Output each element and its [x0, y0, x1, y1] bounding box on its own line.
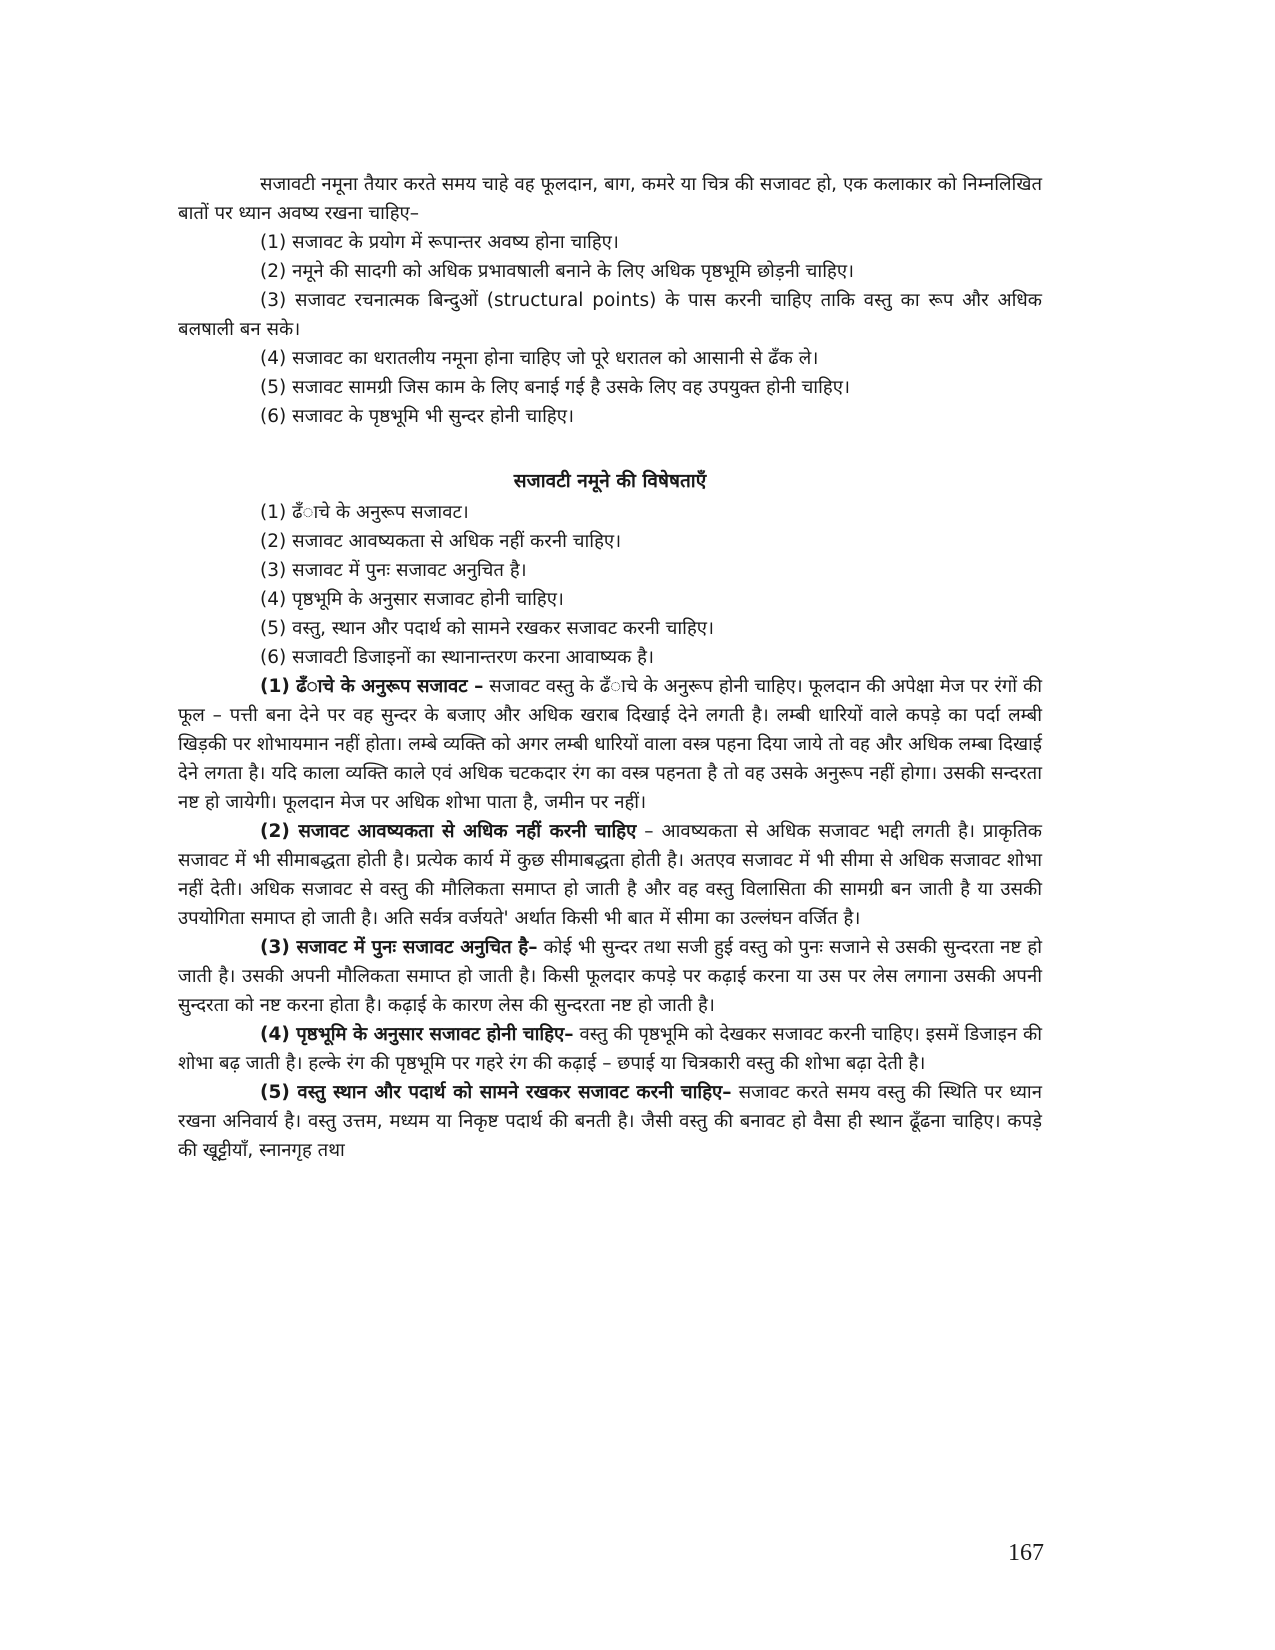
feature-item: (6) सजावटी डिजाइनों का स्थानान्तरण करना आवाष्यक है। — [260, 647, 654, 668]
rule-item — [178, 286, 1042, 344]
section-title: (2) सजावट आवष्यकता से अधिक नहीं करनी चाहिए — [260, 821, 637, 842]
rule-item: (2) नमूने की सादगी को अधिक प्रभावषाली बनाने के लिए अधिक पृष्ठभूमि छोड़नी चाहिए। — [260, 261, 855, 282]
section-heading: सजावटी नमूने की विषेषताएँ — [513, 470, 707, 492]
intro-paragraph: सजावटी नमूना तैयार करते समय चाहे वह फूलदान, बाग, कमरे या चित्र की सजावट हो, एक कलाकार को निम्नलिखित बातों पर ध्यान अवष्य रखना चाहिए– — [178, 174, 1042, 224]
page-content — [178, 170, 1042, 1165]
feature-item: (3) सजावट में पुनः सजावट अनुचित है। — [260, 560, 527, 581]
section-body: सजावट करते समय वस्तु की स्थिति पर ध्यान रखना अनिवार्य है। वस्तु उत्तम, मध्यम या निकृष्ट पदार्थ की बनती है। जैसी वस्तु की बनावट हो वैसा ही स्थान ढूँढना चाहिए। कपड़े की खूट्टीयाँ, स्नानगृह तथा — [178, 1082, 1042, 1161]
rule-item: (1) सजावट के प्रयोग में रूपान्तर अवष्य होना चाहिए। — [260, 232, 619, 253]
section-title: (3) सजावट में पुनः सजावट अनुचित है– — [260, 937, 538, 958]
section-paragraph — [178, 817, 1042, 933]
section-title: (5) वस्तु स्थान और पदार्थ को सामने रखकर सजावट करनी चाहिए– — [260, 1082, 732, 1103]
rule-item: (6) सजावट के पृष्ठभूमि भी सुन्दर होनी चाहिए। — [260, 406, 574, 427]
rule-item: (4) सजावट का धरातलीय नमूना होना चाहिए जो पूरे धरातल को आसानी से ढँक ले। — [260, 348, 819, 369]
feature-item: (5) वस्तु, स्थान और पदार्थ को सामने रखकर सजावट करनी चाहिए। — [260, 618, 715, 639]
section-paragraph — [178, 1078, 1042, 1165]
section-title: (4) पृष्ठभूमि के अनुसार सजावट होनी चाहिए– — [260, 1024, 574, 1045]
section-body: कोई भी सुन्दर तथा सजी हुई वस्तु को पुनः सजाने से उसकी सुन्दरता नष्ट हो जाती है। उसकी अपनी मौलिकता समाप्त हो जाती है। किसी फूलदार कपड़े पर कढ़ाई करना या उस पर लेस लगाना उसकी अपनी सुन्दरता को नष्ट करना होता है। कढ़ाई के कारण लेस की सुन्दरता नष्ट हो जाती है। — [178, 937, 1042, 1016]
section-body: वस्तु की पृष्ठभूमि को देखकर सजावट करनी चाहिए। इसमें डिजाइन की शोभा बढ़ जाती है। हल्के रंग की पृष्ठभूमि पर गहरे रंग की कढ़ाई – छपाई या चित्रकारी वस्तु की शोभा बढ़ा देती है। — [178, 1024, 1042, 1074]
feature-item: (1) ढँाचे के अनुरूप सजावट। — [260, 502, 469, 523]
feature-item: (2) सजावट आवष्यकता से अधिक नहीं करनी चाहिए। — [260, 531, 622, 552]
section-paragraph — [178, 672, 1042, 817]
page-number: 167 — [1008, 1540, 1044, 1566]
feature-item: (4) पृष्ठभूमि के अनुसार सजावट होनी चाहिए। — [260, 589, 564, 610]
section-paragraph — [178, 1020, 1042, 1078]
rule-item-text: (3) सजावट रचनात्मक बिन्दुओं (structural points) के पास करनी चाहिए ताकि वस्तु का रूप और अधिक बलषाली बन सके। — [178, 290, 1042, 340]
section-paragraph — [178, 933, 1042, 1020]
section-body: – आवष्यकता से अधिक सजावट भद्दी लगती है। प्राकृतिक सजावट में भी सीमाबद्धता होती है। प्रत्येक कार्य में कुछ सीमाबद्धता होती है। अतएव सजावट में भी सीमा से अधिक सजावट शोभा नहीं देती। अधिक सजावट से वस्तु की मौलिकता समाप्त हो जाती है और वह वस्तु विलासिता की सामग्री बन जाती है या उसकी उपयोगिता समाप्त हो जाती है। अति सर्वत्र वर्जयते' अर्थात किसी भी बात में सीमा का उल्लंघन वर्जित है। — [178, 821, 1042, 929]
section-title: (1) ढँाचे के अनुरूप सजावट – — [260, 676, 484, 697]
rule-item: (5) सजावट सामग्री जिस काम के लिए बनाई गई है उसके लिए वह उपयुक्त होनी चाहिए। — [260, 377, 850, 398]
section-body: सजावट वस्तु के ढँाचे के अनुरूप होनी चाहिए। फूलदान की अपेक्षा मेज पर रंगों की फूल – पत्ती बना देने पर वह सुन्दर के बजाए और अधिक खराब दिखाई देने लगती है। लम्बी धारियों वाले कपड़े का पर्दा लम्बी खिड़की पर शोभायमान नहीं होता। लम्बे व्यक्ति को अगर लम्बी धारियों वाला वस्त्र पहना दिया जाये तो वह और अधिक लम्बा दिखाई देने लगता है। यदि काला व्यक्ति काले एवं अधिक चटकदार रंग का वस्त्र पहनता है तो वह उसके अनुरूप नहीं होगा। उसकी सन्दरता नष्ट हो जायेगी। फूलदान मेज पर अधिक शोभा पाता है, जमीन पर नहीं। — [178, 676, 1042, 813]
